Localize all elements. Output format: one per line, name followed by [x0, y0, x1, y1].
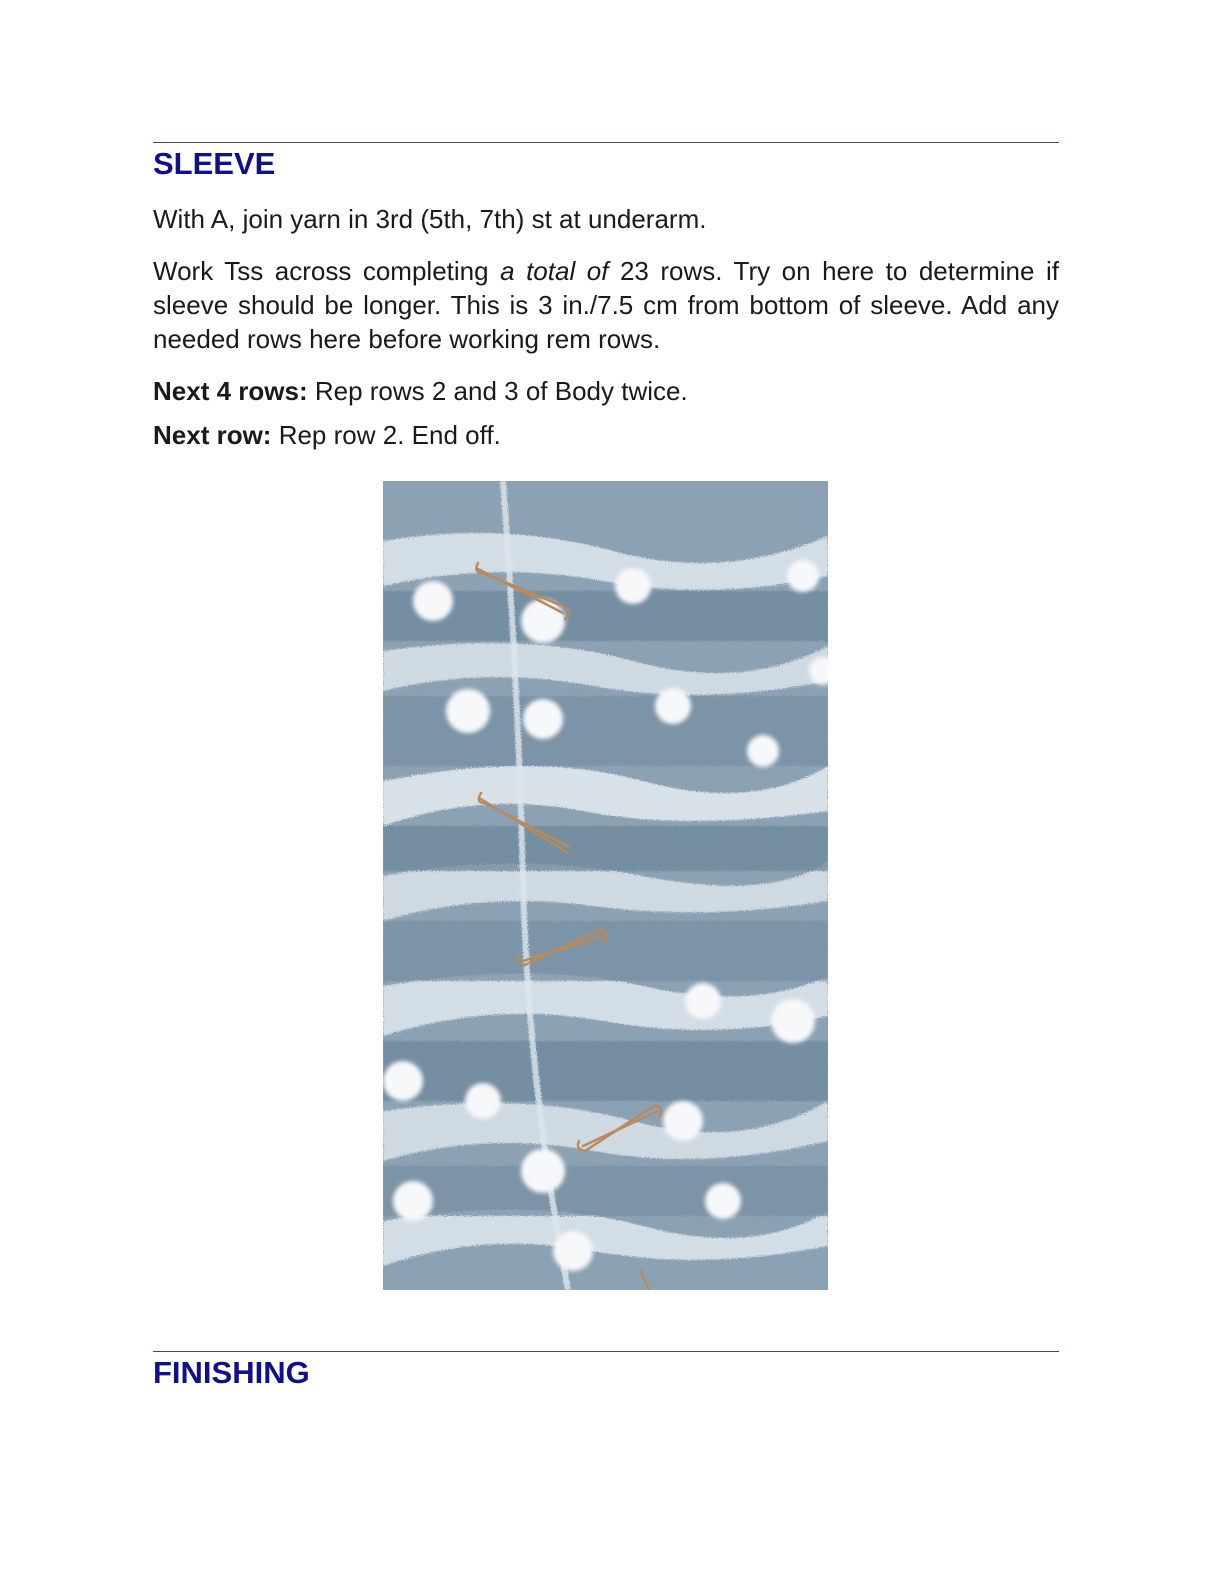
sleeve-instruction-join: With A, join yarn in 3rd (5th, 7th) st at underarm. — [153, 204, 707, 234]
knitted-fabric-photo — [383, 481, 828, 1290]
sleeve-instruction-next-4-rows — [153, 374, 1059, 408]
sleeve-instruction-next-row — [153, 418, 1059, 452]
next-row-label: Next row: — [153, 420, 272, 450]
knitted-fabric-with-safety-pins-photo-icon — [383, 481, 828, 1290]
work-text-italic: a total of — [500, 256, 609, 286]
sleeve-instruction-work — [153, 254, 1059, 356]
next-4-rows-text: Rep rows 2 and 3 of Body twice. — [307, 376, 688, 406]
finishing-heading: FINISHING — [153, 1355, 310, 1390]
work-text-end: 23 rows. Try on here to determine if sleeve should be longer. This is 3 in./7.5 cm from bottom of sleeve. Add any needed rows here before working rem rows. — [153, 256, 1059, 354]
work-text-start: Work Tss across completing — [153, 256, 501, 286]
sleeve-section-rule — [153, 142, 1059, 143]
next-row-text: Rep row 2. End off. — [271, 420, 501, 450]
finishing-section-rule — [153, 1351, 1059, 1352]
sleeve-heading: SLEEVE — [153, 146, 276, 181]
next-4-rows-label: Next 4 rows: — [153, 376, 308, 406]
